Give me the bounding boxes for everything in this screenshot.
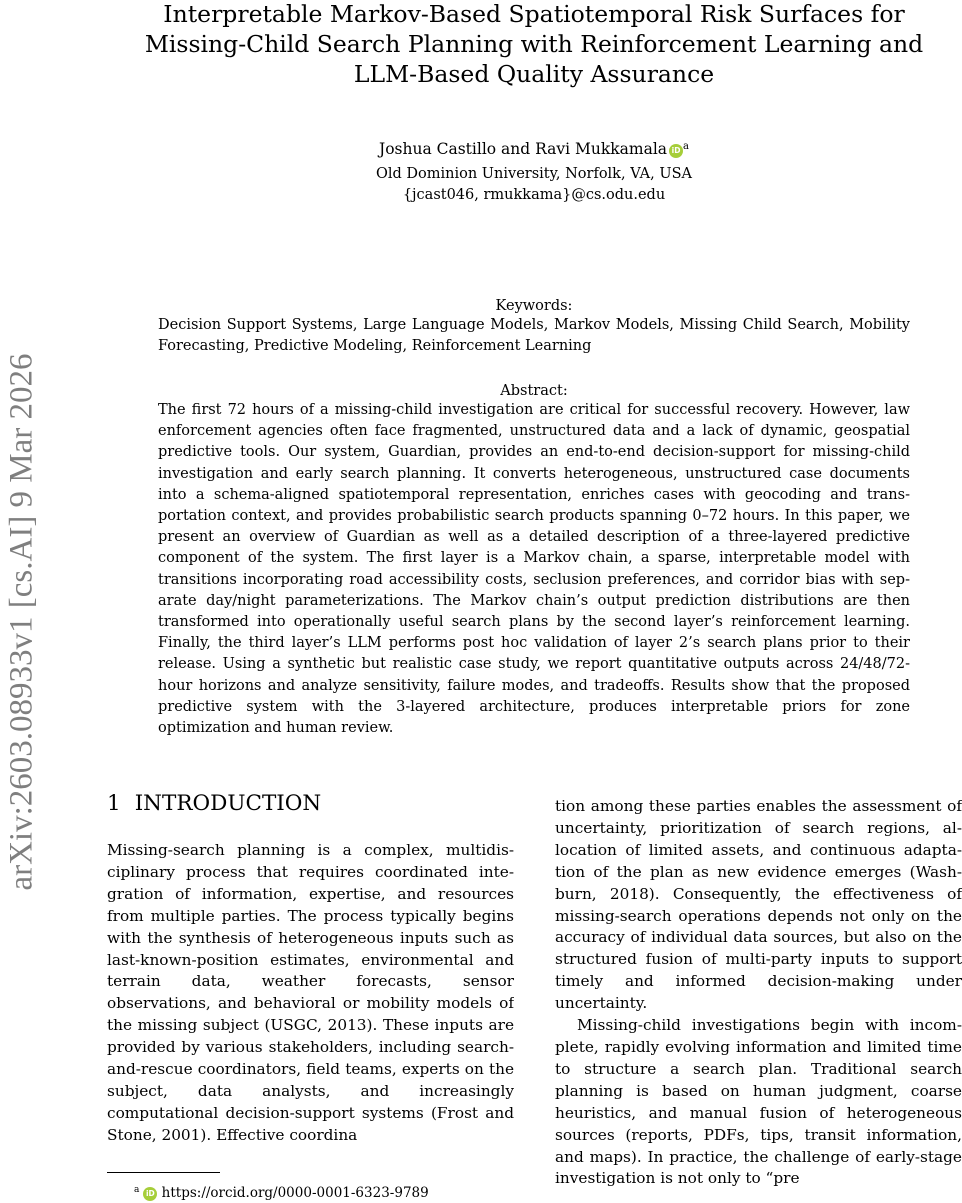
author-emails: {jcast046, rmukkama}@cs.odu.edu bbox=[402, 187, 666, 203]
paper-title bbox=[110, 0, 958, 89]
orcid-icon[interactable]: iD bbox=[669, 144, 683, 158]
body-paragraph: Missing-child investigations begin with incomplete, rapidly evolving information and limited time to structure a search plan. Traditional search planning is based on human judgment, coarse heuristics, and manual fusion of heterogeneous sources (reports, PDFs, tips, transit information, and maps). In practice, the challenge of early-stage investigation is not only to “pre bbox=[555, 1016, 962, 1188]
section-title: INTRODUCTION bbox=[134, 791, 322, 816]
orcid-link[interactable]: https://orcid.org/0000-0001-6323-9789 bbox=[161, 1185, 429, 1201]
author-names: Joshua Castillo and Ravi Mukkamala bbox=[378, 140, 668, 158]
title-line: Missing-Child Search Planning with Reinforcement Learning and bbox=[144, 30, 924, 58]
title-line: Interpretable Markov-Based Spatiotemporal Risk Surfaces for bbox=[163, 0, 905, 28]
abstract-heading: Abstract: bbox=[500, 383, 568, 399]
footnote-mark: a bbox=[134, 1185, 140, 1195]
keywords-text: Decision Support Systems, Large Language Models, Markov Models, Missing Child Search, Mobility Forecasting, Predictive Modeling, Reinforcement Learning bbox=[158, 317, 910, 355]
title-line: LLM-Based Quality Assurance bbox=[353, 60, 715, 88]
left-column bbox=[107, 840, 514, 1152]
section-number: 1 bbox=[107, 791, 121, 816]
author-affiliation: Old Dominion University, Norfolk, VA, USA bbox=[376, 166, 692, 182]
section-heading bbox=[107, 790, 321, 818]
arxiv-identifier: arXiv:2603.08933v1 [cs.AI] 9 Mar 2026 bbox=[3, 353, 40, 891]
body-paragraph: tion among these parties enables the assessment of uncertainty, prioritization of search regions, allocation of limited assets, and continuous adaptation of the plan as new evidence emerges (Washburn, 2018). Consequently, the effectiveness of missing-search operations depends not only on the accuracy of individual data sources, but also on the structured fusion of multi-party inputs to support timely and informed decision-making under uncertainty. bbox=[555, 797, 962, 1013]
body-paragraph: Missing-search planning is a complex, multidisciplinary process that requires coordinated integration of information, expertise, and resources from multiple parties. The process typically begins with the synthesis of heterogeneous inputs such as last-known-position estimates, environmental and terrain data, weather forecasts, sensor observations, and behavioral or mobility models of the missing subject (USGC, 2013). These inputs are provided by various stakeholders, including search-and-rescue coordinators, field teams, experts on the subject, data analysts, and increasingly computational decision-support systems (Frost and Stone, 2001). Effective coordina bbox=[107, 841, 514, 1144]
author-line bbox=[110, 136, 958, 160]
right-column bbox=[555, 796, 962, 1200]
keywords-heading: Keywords: bbox=[495, 298, 573, 314]
affiliation-mark: a bbox=[683, 141, 689, 152]
orcid-icon[interactable]: iD bbox=[143, 1187, 157, 1201]
footnote-divider bbox=[107, 1172, 220, 1173]
abstract-text: The first 72 hours of a missing-child investigation are critical for successful recovery. However, law enforcement agencies often face fragmented, unstructured data and a lack of dynamic, geospatial predictive tools. Our system, Guardian, provides an end-to-end decision-support for missing-child investigation and early search planning. It converts heterogeneous, unstructured case documents into a schema-aligned spatiotemporal representation, enriches cases with geocoding and transportation context, and provides probabilistic search products spanning 0–72 hours. In this paper, we present an overview of Guardian as well as a detailed description of a three-layered predictive component of the system. The first layer is a Markov chain, a sparse, interpretable model with transitions incorporating road accessibility costs, seclusion preferences, and corridor bias with separate day/night parameterizations. The Markov chain’s output prediction distributions are then transformed into operationally useful search plans by the second layer’s reinforcement learning. Finally, the third layer’s LLM performs post hoc validation of layer 2’s search plans prior to their release. Using a synthetic but realistic case study, we report quantitative outputs across 24/48/72-hour horizons and analyze sensitivity, failure modes, and tradeoffs. Results show that the proposed predictive system with the 3-layered architecture, produces interpretable priors for zone optimization and human review. bbox=[158, 402, 910, 737]
arxiv-sidebar bbox=[0, 0, 44, 1200]
